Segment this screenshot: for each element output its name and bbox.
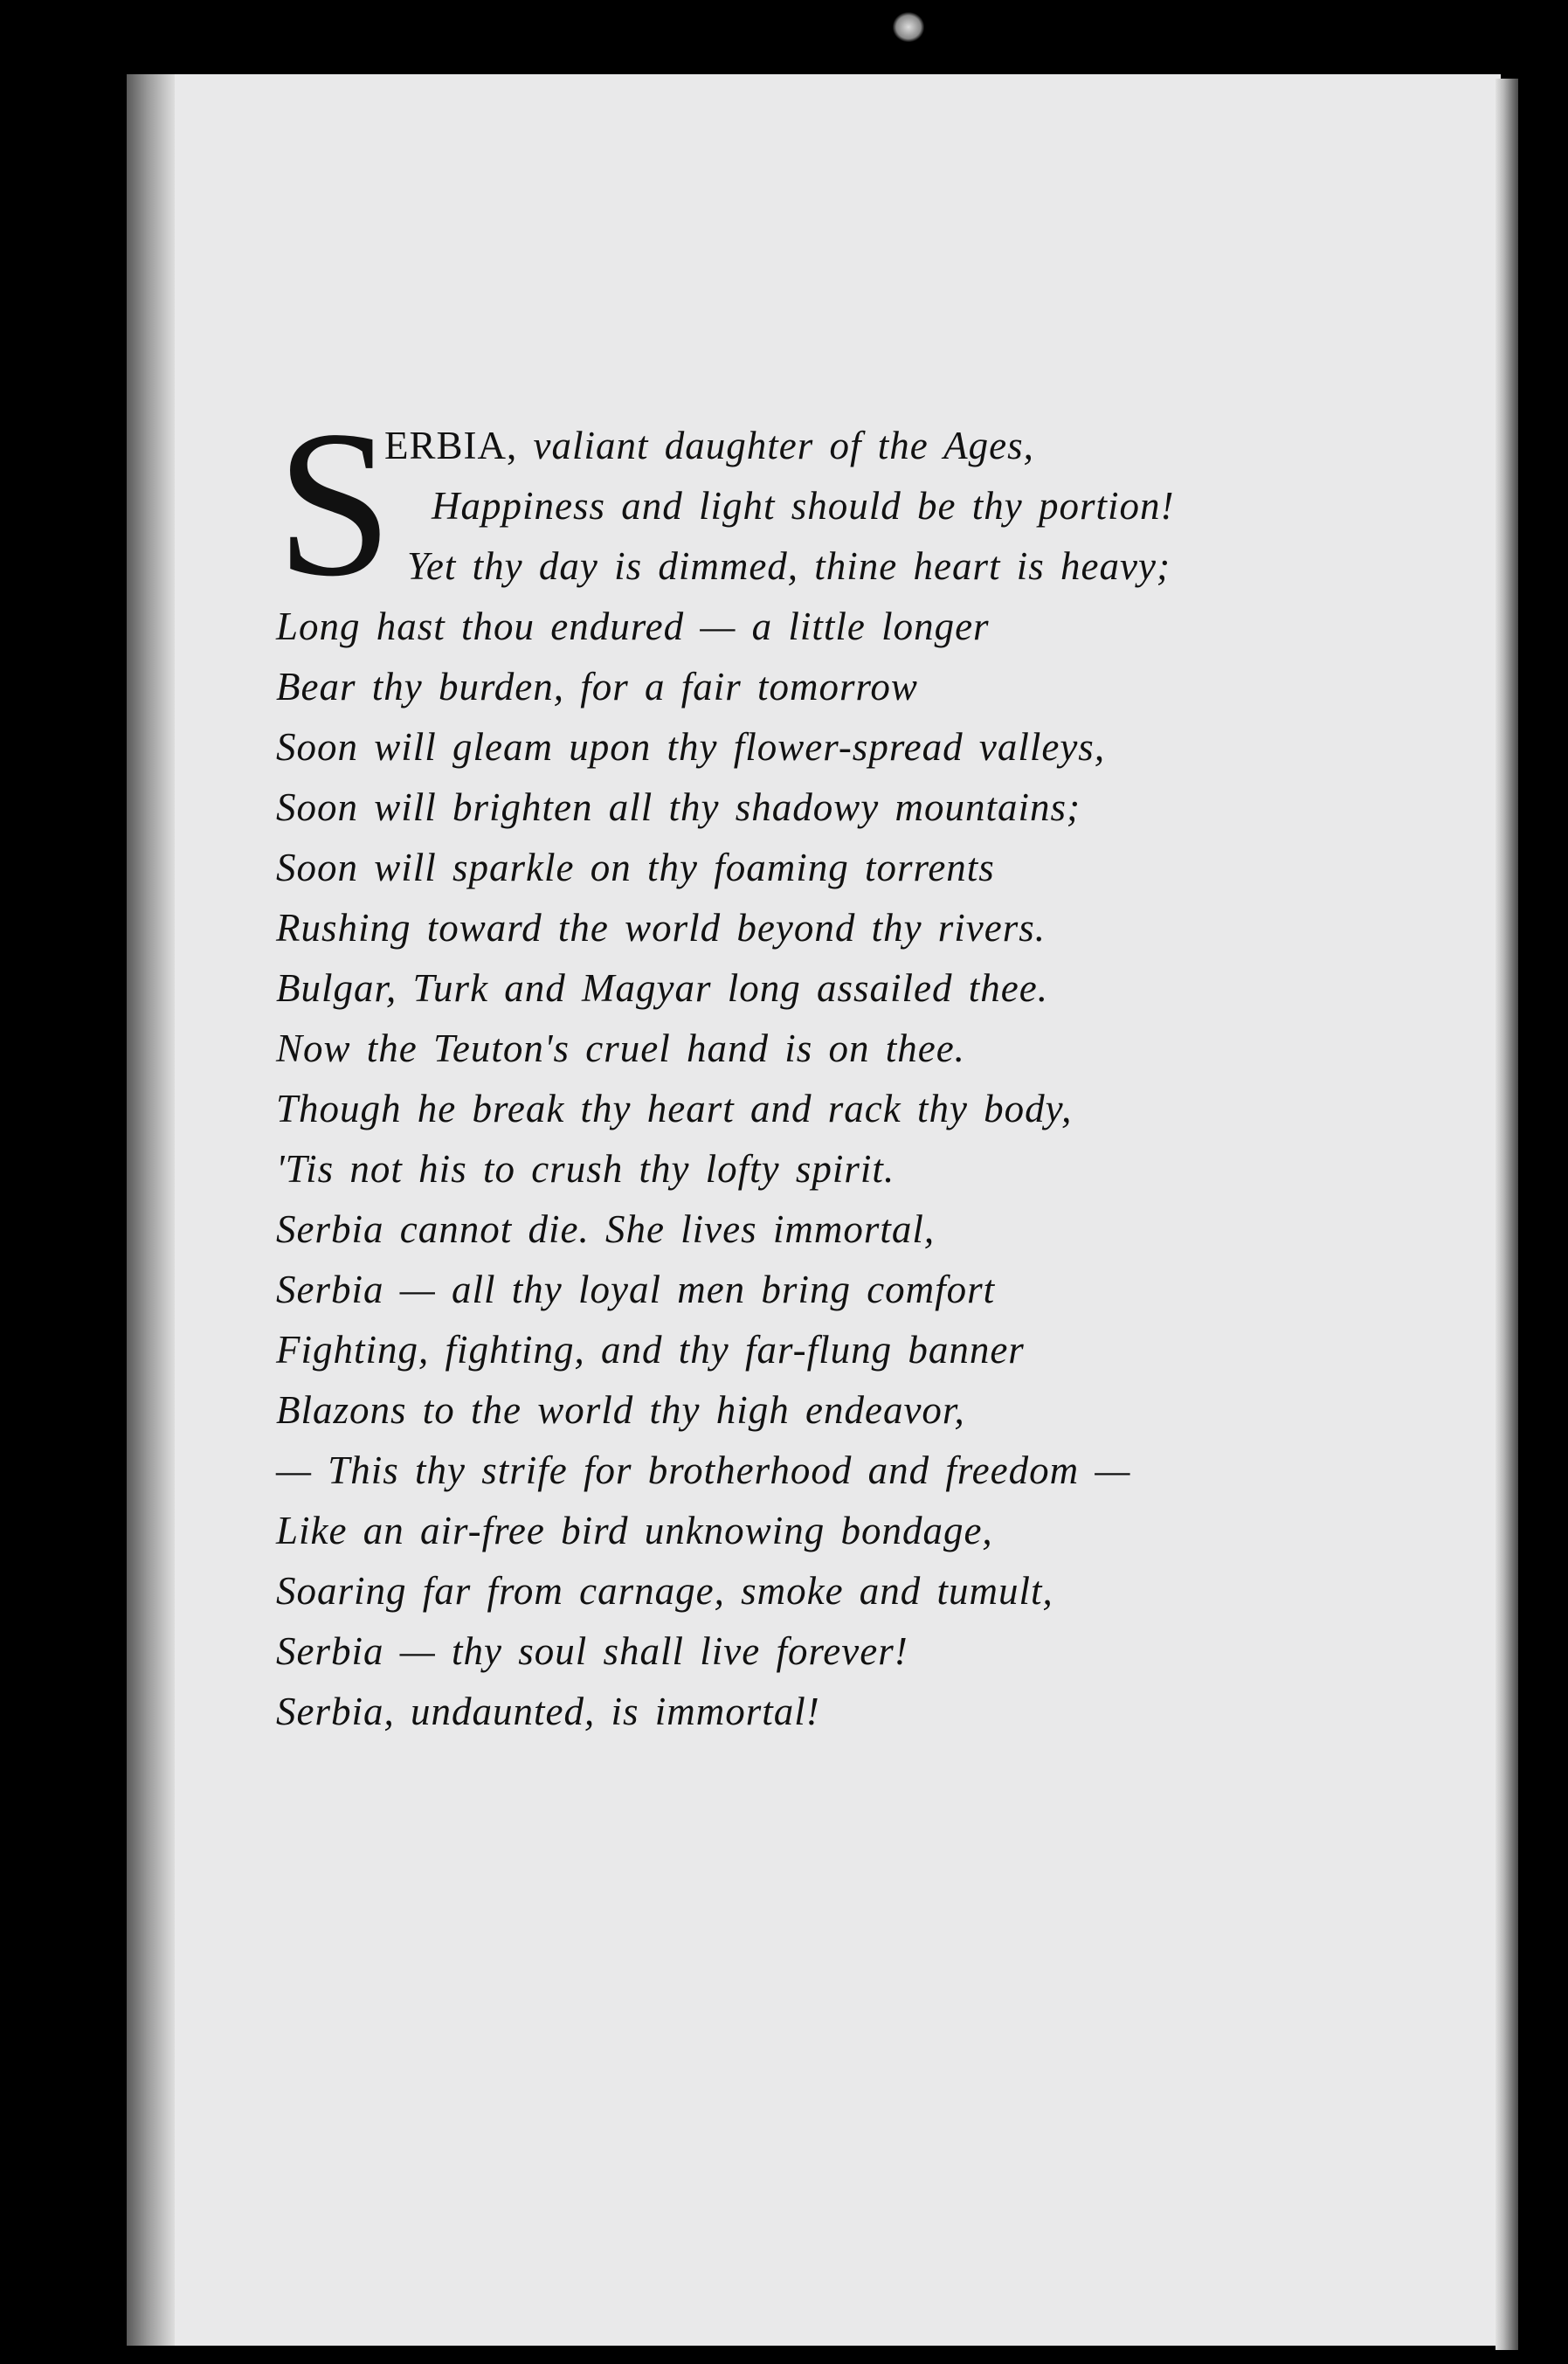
first-line-caps: ERBIA, xyxy=(384,424,518,467)
poem-line: Bulgar, Turk and Magyar long assailed thee. xyxy=(276,966,1048,1010)
poem-line: Soon will gleam upon thy flower-spread valleys, xyxy=(276,725,1106,769)
page-gutter-shadow xyxy=(127,74,179,2346)
poem-line: Blazons to the world thy high endeavor, xyxy=(276,1388,965,1432)
scan-artifact xyxy=(893,12,924,42)
poem-line-1 xyxy=(384,416,1034,476)
poem-line: Serbia, undaunted, is immortal! xyxy=(276,1690,820,1733)
poem-line: 'Tis not his to crush thy lofty spirit. xyxy=(276,1147,895,1191)
poem-line: Serbia cannot die. She lives immortal, xyxy=(276,1207,936,1251)
poem-line: — This thy strife for brotherhood and freedom — xyxy=(276,1448,1131,1492)
poem-line: Soon will brighten all thy shadowy mountains; xyxy=(276,785,1081,829)
drop-cap: S xyxy=(276,387,393,619)
poem-line: Happiness and light should be thy portion! xyxy=(432,484,1175,528)
poem-line: Long hast thou endured — a little longer xyxy=(276,605,990,648)
poem-line: Like an air-free bird unknowing bondage, xyxy=(276,1509,993,1552)
first-line-rest: valiant daughter of the Ages, xyxy=(517,424,1034,467)
poem-line: Bear thy burden, for a fair tomorrow xyxy=(276,665,918,709)
poem-line: Though he break thy heart and rack thy body, xyxy=(276,1087,1073,1130)
poem-line: Serbia — thy soul shall live forever! xyxy=(276,1629,908,1673)
poem-line: Soon will sparkle on thy foaming torrents xyxy=(276,846,995,889)
poem-line: Yet thy day is dimmed, thine heart is heavy; xyxy=(407,544,1171,588)
poem-line: Rushing toward the world beyond thy rivers. xyxy=(276,906,1046,950)
poem-line: Fighting, fighting, and thy far-flung banner xyxy=(276,1328,1025,1372)
poem-line: Serbia — all thy loyal men bring comfort xyxy=(276,1268,996,1311)
poem-line: Soaring far from carnage, smoke and tumult, xyxy=(276,1569,1053,1613)
poem-line: Now the Teuton's cruel hand is on thee. xyxy=(276,1026,965,1070)
page-edge-shadow xyxy=(1495,79,1518,2350)
